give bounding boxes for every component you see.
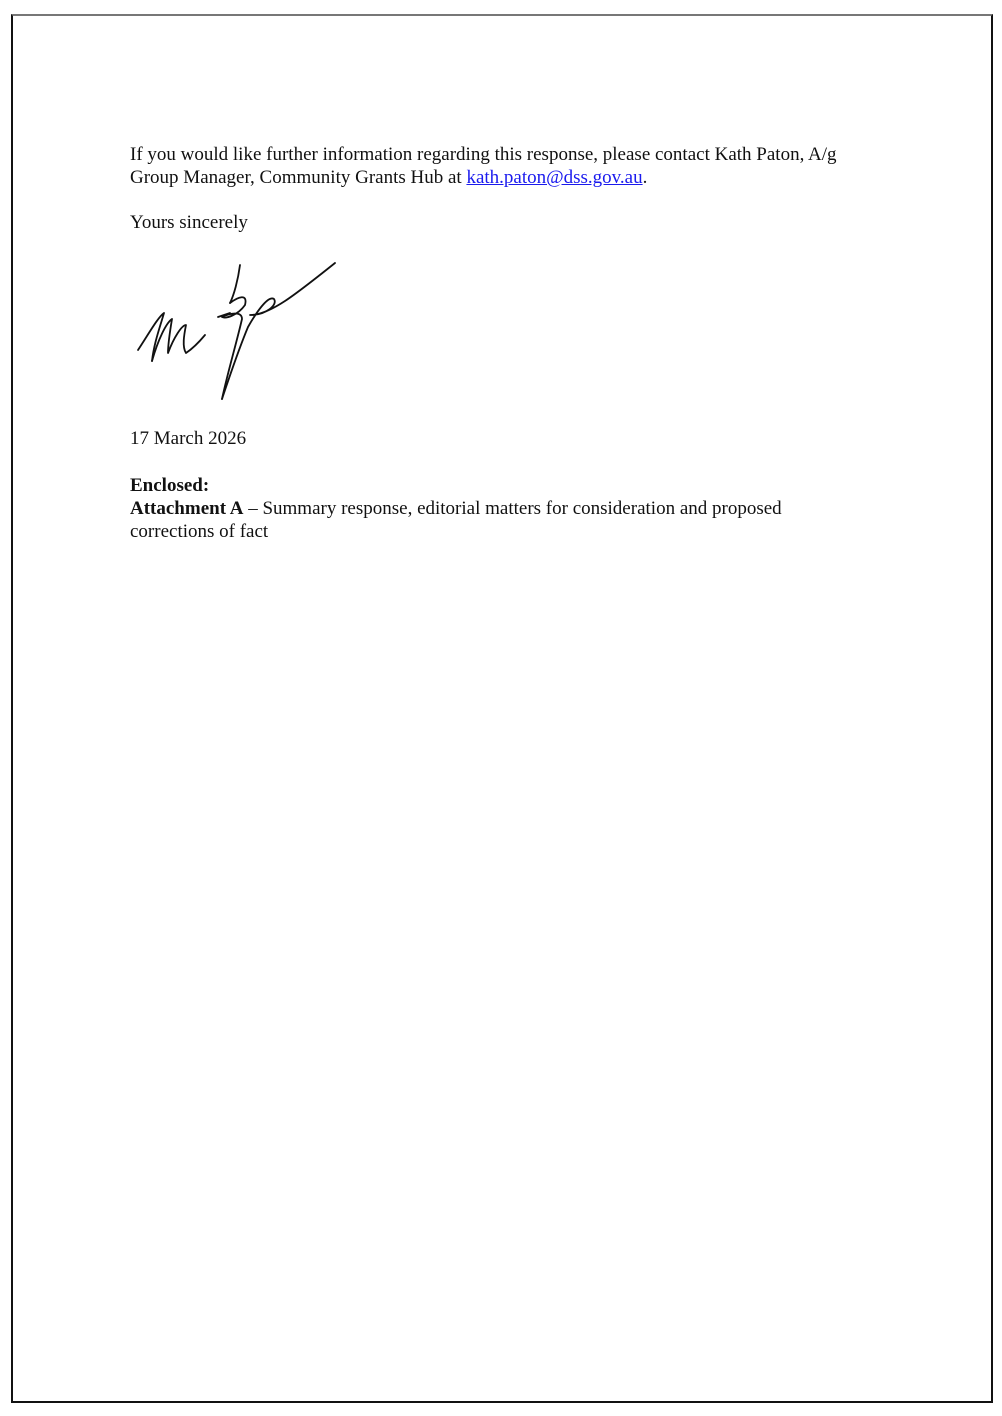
contact-suffix: . [642, 167, 648, 188]
enclosed-heading: Enclosed: [130, 475, 210, 496]
attachment-label: Attachment A [130, 498, 244, 519]
letter-date: 17 March 2026 [130, 428, 247, 449]
signature-icon [130, 255, 340, 405]
contact-paragraph-line1: If you would like further information regarding this response, please contact Kath Paton, A/g [130, 144, 837, 165]
attachment-description: Summary response, editorial matters for consideration and proposed [262, 498, 782, 519]
contact-email-link[interactable]: kath.paton@dss.gov.au [466, 167, 643, 188]
closing-salutation: Yours sincerely [130, 212, 248, 233]
attachment-line2: corrections of fact [130, 521, 269, 542]
attachment-separator: – [243, 498, 263, 519]
attachment-line1 [130, 497, 782, 520]
contact-paragraph-line2 [130, 166, 647, 189]
contact-prefix: Group Manager, Community Grants Hub at [130, 167, 467, 188]
